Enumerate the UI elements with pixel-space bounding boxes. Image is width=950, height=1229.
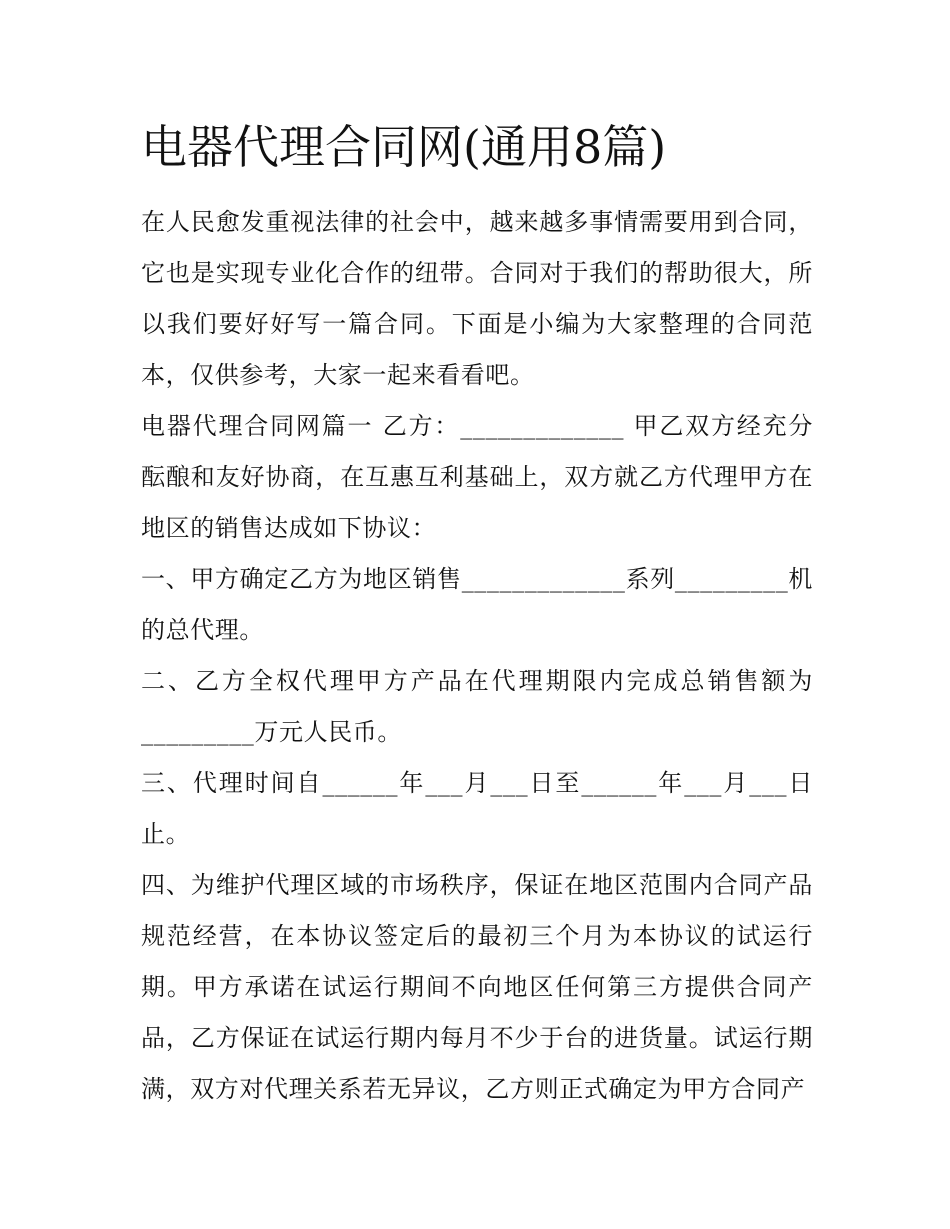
clause-four: 四、为维护代理区域的市场秩序，保证在地区范围内合同产品规范经营，在本协议签定后的最初三个月为本协议的试运行期。甲方承诺在试运行期间不向地区任何第三方提供合同产品，乙方保证在试运行期内每月不少于台的进货量。试运行期满，双方对代理关系若无异议，乙方则正式确定为甲方合同产 — [141, 871, 813, 1103]
clause-three: 三、代理时间自______年___月___日至______年___月___日止。 — [141, 769, 813, 848]
document-title: 电器代理合同网(通用8篇) — [141, 120, 667, 174]
contract-one-preamble: 电器代理合同网篇一 乙方：_____________ 甲乙双方经充分酝酿和友好协商，在互惠互利基础上，双方就乙方代理甲方在地区的销售达成如下协议： — [141, 412, 813, 542]
document-body — [141, 197, 813, 1115]
clause-two: 二、乙方全权代理甲方产品在代理期限内完成总销售额为_________万元人民币。 — [141, 667, 813, 746]
clause-one: 一、甲方确定乙方为地区销售_____________系列_________机的总代理。 — [141, 565, 813, 644]
intro-paragraph: 在人民愈发重视法律的社会中，越来越多事情需要用到合同，它也是实现专业化合作的纽带。合同对于我们的帮助很大，所以我们要好好写一篇合同。下面是小编为大家整理的合同范本，仅供参考，大家一起来看看吧。 — [141, 208, 813, 389]
